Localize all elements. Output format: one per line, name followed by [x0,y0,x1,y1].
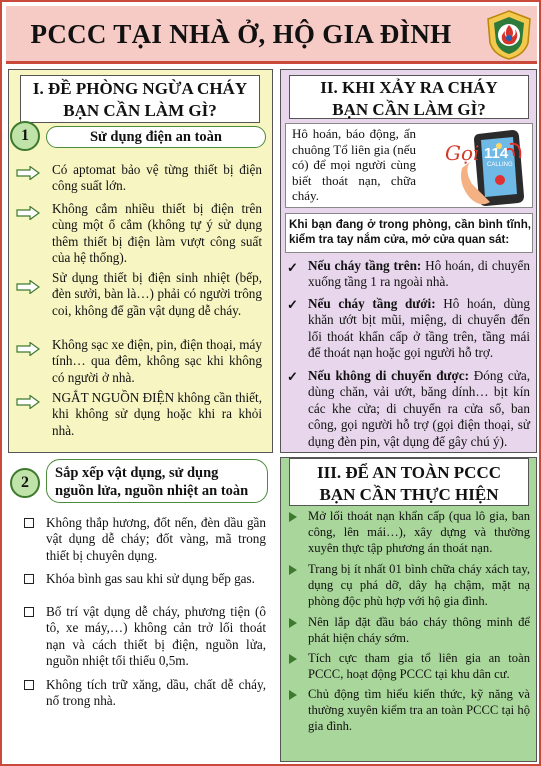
triangle-bullet-icon [289,690,297,700]
list-item: Có aptomat bảo vệ từng thiết bị điện công suất lớn. [52,162,262,194]
list-item: Bố trí vật dụng dễ cháy, phương tiện (ô tô, xe máy,…) không cản trở lối thoát nạn và cách thiết bị điện, nguồn lửa, nguồn nhiệt tối thiểu 0,5m. [46,604,266,669]
alert-text: Hô hoán, báo động, ấn chuông Tổ liên gia (nếu có) để mọi người cùng biết thoát nạn, chữa cháy. [292,126,416,204]
checkmark-icon: ✓ [287,369,298,384]
section-1-heading-line2: BẠN CẦN LÀM GÌ? [63,101,217,120]
section-1-heading-line1: I. ĐỀ PHÒNG NGỪA CHÁY [32,79,248,98]
case-label: Nếu cháy tầng trên: [308,258,422,273]
subsection-2-title [46,459,268,503]
arrow-right-icon [16,206,40,220]
section-3-heading-line1: III. ĐỂ AN TOÀN PCCC [316,463,502,482]
section-2-heading-line2: BẠN CẦN LÀM GÌ? [332,100,486,119]
section-3-heading-line2: BẠN CẦN THỰC HIỆN [319,485,499,504]
case-text: Hô hoán, dùng khăn ướt bịt mũi, miệng, di chuyển đến lối thoát khẩn cấp ở tầng trên, tầng mái để thoát nạn hoặc gọi người hỗ trợ. [308,296,530,361]
list-item: Khóa bình gas sau khi sử dụng bếp gas. [46,571,255,586]
section-2-heading-line1: II. KHI XẢY RA CHÁY [320,78,498,97]
section-1-heading [20,75,260,123]
case-item [308,368,530,450]
triangle-bullet-icon [289,654,297,664]
arrow-right-icon [16,395,40,409]
subsection-2-number: 2 [10,468,40,498]
list-item: Tích cực tham gia tổ liên gia an toàn PCCC, hoạt động PCCC tại khu dân cư. [308,651,530,682]
call-label: Gọi [445,141,480,165]
square-bullet-icon [24,607,34,617]
list-item: Trang bị ít nhất 01 bình chữa cháy xách tay, dụng cụ phá dỡ, dây hạ chậm, mặt nạ phòng độc phù hợp với hộ gia đình. [308,562,530,609]
square-bullet-icon [24,518,34,528]
section-2-heading [289,75,529,119]
arrow-right-icon [16,342,40,356]
subsection-1-number: 1 [10,121,40,151]
case-text: Đóng cửa, dùng chăn, vải ướt, băng dính… bịt kín các khe cửa; di chuyển ra cửa sổ, ban công, gọi người hỗ trợ (gọi điện thoại, sử dụng đèn pin, vật dụng để gây chú ý). [308,368,530,449]
list-item: Sử dụng thiết bị điện sinh nhiệt (bếp, đèn sưởi, bàn là…) phải có người trông coi, không để gần vật dụng dễ cháy. [52,270,262,318]
subsection-2-title-line1: Sắp xếp vật dụng, sử dụng [55,465,219,481]
arrow-right-icon [16,166,40,180]
case-text: Hô hoán, di chuyển xuống tầng 1 ra ngoài nhà. [308,258,531,290]
list-item: Không cắm nhiều thiết bị điện trên cùng một ổ cắm (không tự ý sử dụng thêm thiết bị điện làm vượt công suất của hệ thống). [52,201,262,266]
triangle-bullet-icon [289,512,297,522]
case-label: Nếu không di chuyển được: [308,368,470,383]
calm-note: Khi bạn đang ở trong phòng, cần bình tĩnh, kiểm tra tay nắm cửa, mở cửa quan sát: [289,218,531,246]
section-3-heading [289,458,529,506]
case-item [308,258,530,291]
checkmark-icon: ✓ [287,260,298,275]
list-item: Chủ động tìm hiểu kiến thức, kỹ năng và thường xuyên kiểm tra an toàn PCCC tại hộ gia đình. [308,687,530,734]
page-title: PCCC TẠI NHÀ Ở, HỘ GIA ĐÌNH [30,19,452,49]
subsection-1-title: Sử dụng điện an toàn [46,126,266,148]
header-banner [6,6,537,64]
list-item: Không tích trữ xăng, dầu, chất dễ cháy, nổ trong nhà. [46,677,266,709]
subsection-2-title-line2: nguồn lửa, nguồn nhiệt an toàn [55,483,249,499]
list-item: Mở lối thoát nạn khẩn cấp (qua lô gia, ban công, lên mái…), xây dựng và thường xuyên thực tập phương án thoát nạn. [308,509,530,556]
list-item: Không sạc xe điện, pin, điện thoại, máy tính… qua đêm, không sạc khi không có người ở nhà. [52,337,262,385]
triangle-bullet-icon [289,618,297,628]
case-label: Nếu cháy tầng dưới: [308,296,436,311]
arrow-right-icon [16,280,40,294]
emergency-number: 114 [484,145,509,162]
list-item: NGẮT NGUỒN ĐIỆN không cần thiết, khi không sử dụng hoặc khi ra khỏi nhà. [52,390,262,438]
case-item [308,296,530,362]
checkmark-icon: ✓ [287,297,298,312]
square-bullet-icon [24,680,34,690]
square-bullet-icon [24,574,34,584]
phone-call-icon [420,122,530,208]
calling-label: CALLING [487,162,513,168]
list-item: Nên lắp đặt đầu báo cháy thông minh để phát hiện cháy sớm. [308,615,530,646]
triangle-bullet-icon [289,565,297,575]
list-item: Không thắp hương, đốt nến, đèn dầu gần vật dụng dễ cháy; đốt vàng, mã trong thiết bị chuyên dụng. [46,515,266,563]
fire-police-emblem-icon [484,9,534,61]
